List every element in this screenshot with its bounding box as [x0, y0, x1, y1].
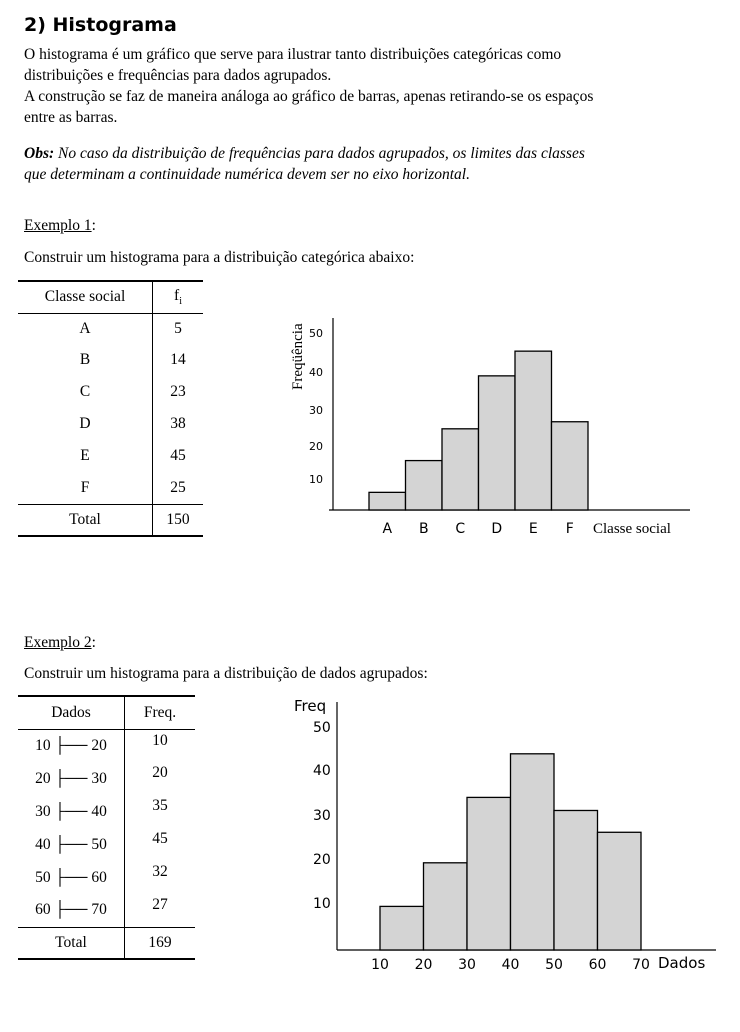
intro-line-4: entre as barras. [24, 109, 118, 126]
x-axis-label: Classe social [593, 521, 671, 537]
table-cell: 14 [170, 351, 186, 368]
histogram-bar [479, 376, 516, 510]
y-tick-label: 30 [309, 404, 323, 417]
x-tick-label: 20 [414, 957, 433, 973]
table-cell: 23 [170, 383, 186, 400]
obs-line-1: No caso da distribuição de frequências para dados agrupados, os limites das classes [54, 145, 585, 162]
x-tick-label: 70 [632, 957, 650, 973]
table-cell: 20 [152, 764, 168, 781]
histogram-bar [442, 429, 479, 510]
y-tick-label: 50 [313, 720, 331, 736]
table-cell: 10 ├── 20 [18, 729, 125, 762]
example1-instruction: Construir um histograma para a distribuição categórica abaixo: [24, 249, 415, 266]
table-cell: 30 ├── 40 [18, 795, 125, 828]
y-tick-label: 50 [309, 327, 323, 340]
y-tick-label: 20 [313, 852, 331, 868]
table-cell: 27 [152, 896, 168, 913]
histogram-bar [369, 492, 406, 510]
example1-heading: Exemplo 1: [24, 217, 96, 234]
y-tick-label: 10 [309, 473, 323, 486]
x-tick-label: 30 [458, 957, 476, 973]
table-cell: 38 [170, 415, 186, 432]
table-cell: 25 [170, 478, 186, 496]
table-header: Freq. [143, 703, 177, 721]
table-header-fi: $f_i$ [174, 287, 182, 308]
y-tick-label: 40 [309, 366, 323, 379]
table-cell: C [18, 376, 153, 408]
table-header: Dados [18, 696, 125, 729]
example2-instruction: Construir um histograma para a distribuição de dados agrupados: [24, 665, 428, 682]
y-axis-label: Freqüência [290, 323, 306, 390]
intro-line-1: O histograma é um gráfico que serve para ilustrar tanto distribuições categóricas como [24, 46, 562, 63]
histogram-bar [552, 422, 589, 510]
obs-label: Obs: [24, 145, 55, 162]
intro-line-2: distribuições e frequências para dados agrupados. [24, 67, 332, 84]
example2-heading: Exemplo 2: [24, 634, 96, 651]
intro-line-3: A construção se faz de maneira análoga ao gráfico de barras, apenas retirando-se os espaços [24, 88, 594, 105]
x-tick-label: E [528, 521, 538, 537]
x-tick-label: 60 [588, 957, 607, 973]
histogram-bar [515, 351, 552, 510]
table-cell: 50 ├── 60 [18, 861, 125, 894]
table-cell: 5 [174, 319, 182, 337]
table-cell: F [18, 472, 153, 504]
table-cell: 40 ├── 50 [18, 828, 125, 861]
table-cell: D [18, 408, 153, 440]
table-total-label: Total [18, 504, 153, 536]
table-total-label: Total [18, 927, 125, 959]
table-cell: 45 [170, 447, 186, 464]
table-cell: 20 ├── 30 [18, 762, 125, 795]
x-tick-label: D [491, 521, 503, 537]
table-cell: 35 [152, 797, 168, 814]
x-tick-label: 50 [545, 957, 563, 973]
table-cell: 10 [152, 731, 168, 749]
y-axis-label: Freq [294, 697, 327, 715]
histogram-bar [598, 832, 642, 950]
y-tick-label: 10 [313, 896, 331, 912]
x-axis-label: Dados [658, 954, 706, 972]
table-cell: 32 [152, 863, 168, 880]
y-tick-label: 30 [313, 808, 331, 824]
histogram-bar [554, 810, 598, 950]
y-tick-label: 20 [309, 440, 323, 453]
x-tick-label: F [565, 521, 574, 537]
table-cell: B [18, 344, 153, 376]
table-header: Classe social [18, 281, 153, 313]
table-cell: A [18, 313, 153, 344]
table-cell: E [18, 440, 153, 472]
x-tick-label: 10 [371, 957, 389, 973]
histogram-bar [511, 754, 555, 950]
table-cell: 60 ├── 70 [18, 894, 125, 927]
histogram-bar [424, 863, 468, 950]
x-tick-label: B [418, 521, 429, 537]
table-cell: 45 [152, 830, 168, 847]
histogram-bar [467, 797, 511, 950]
x-tick-label: C [455, 521, 466, 537]
histogram-bar [380, 906, 424, 950]
x-tick-label: A [382, 521, 393, 537]
obs-line-2: que determinam a continuidade numérica devem ser no eixo horizontal. [24, 166, 470, 183]
table-total-value: 150 [166, 510, 190, 528]
section-title: 2) Histograma [24, 14, 177, 36]
y-tick-label: 40 [313, 763, 331, 779]
table-total-value: 169 [148, 933, 172, 951]
x-tick-label: 40 [501, 957, 520, 973]
histogram-bar [406, 461, 443, 510]
